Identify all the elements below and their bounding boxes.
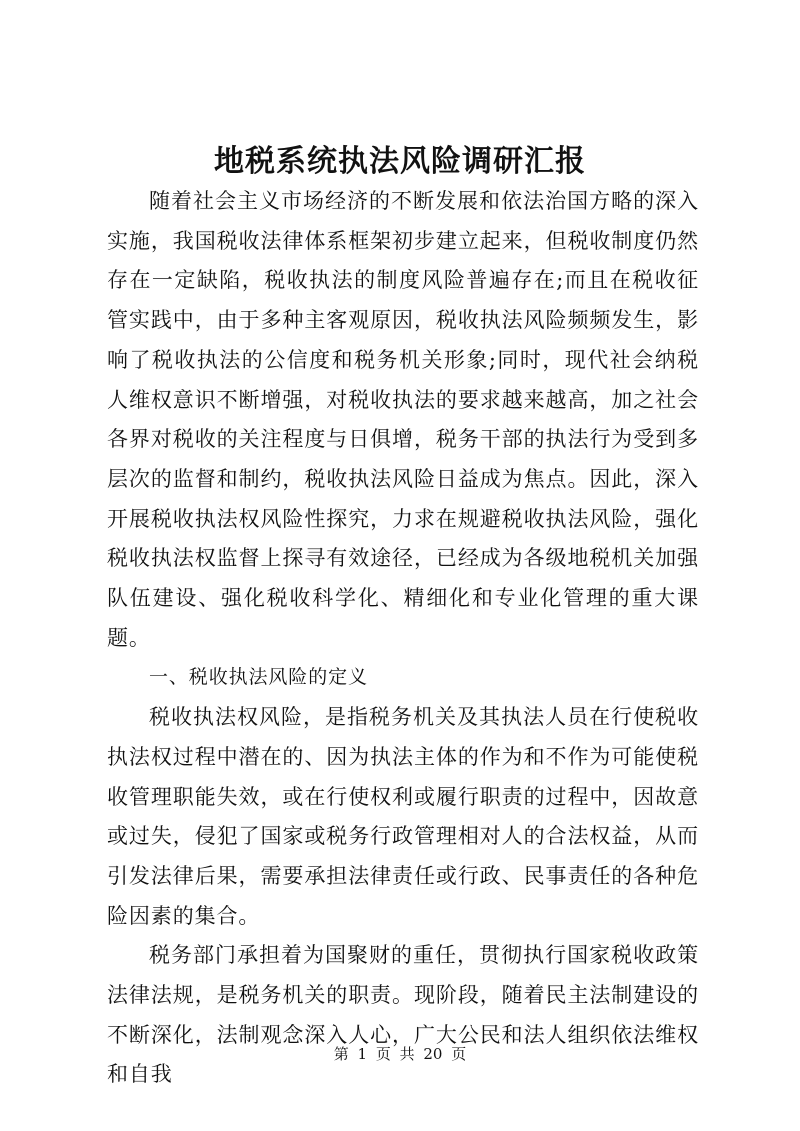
page-number-footer: 第 1 页 共 20 页 bbox=[333, 1045, 467, 1063]
paragraph-responsibility: 税务部门承担着为国聚财的重任，贯彻执行国家税收政策法律法规，是税务机关的职责。现阶段，随着民主法制建设的不断深化，法制观念深入人心，广大公民和法人组织依法维权和自我 bbox=[107, 943, 699, 1087]
section-heading-definition: 一、税收执法风险的定义 bbox=[149, 666, 368, 689]
paragraph-definition: 税收执法权风险，是指税务机关及其执法人员在行使税收执法权过程中潜在的、因为执法主体的作为和不作为可能使税收管理职能失效，或在行使权利或履行职责的过程中，因故意或过失，侵犯了国家或税务行政管理相对人的合法权益，从而引发法律后果，需要承担法律责任或行政、民事责任的各种危险因素的集合。 bbox=[107, 705, 699, 928]
paragraph-intro: 随着社会主义市场经济的不断发展和依法治国方略的深入实施，我国税收法律体系框架初步建立起来，但税收制度仍然存在一定缺陷，税收执法的制度风险普遍存在;而且在税收征管实践中，由于多种主客观原因，税收执法风险频频发生，影响了税收执法的公信度和税务机关形象;同时，现代社会纳税人维权意识不断增强，对税收执法的要求越来越高，加之社会各界对税收的关注程度与日俱增，税务干部的执法行为受到多层次的监督和制约，税收执法风险日益成为焦点。因此，深入开展税收执法权风险性探究，力求在规避税收执法风险，强化税收执法权监督上探寻有效途径，已经成为各级地税机关加强队伍建设、强化税收科学化、精细化和专业化管理的重大课题。 bbox=[107, 189, 699, 650]
document-title: 地税系统执法风险调研汇报 bbox=[214, 144, 586, 179]
document-body bbox=[107, 182, 699, 1095]
